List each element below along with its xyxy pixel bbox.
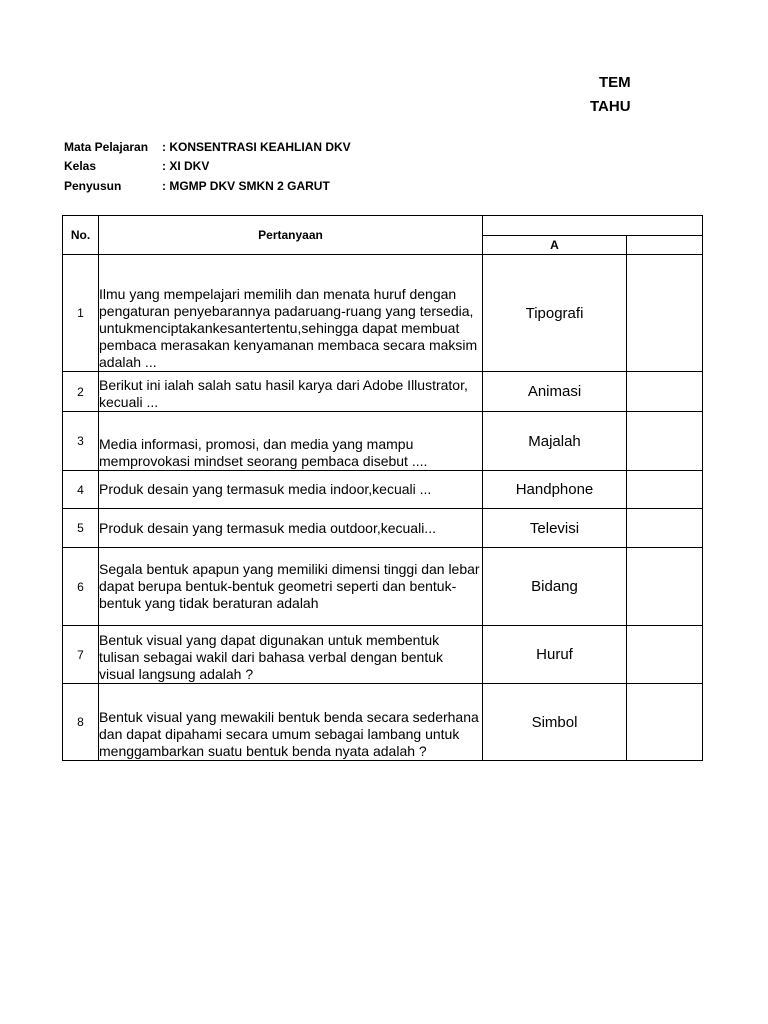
row-number: 7 xyxy=(63,626,99,684)
answer-b xyxy=(627,412,703,471)
answer-b xyxy=(627,548,703,626)
answer-a: Handphone xyxy=(483,471,627,509)
row-number: 8 xyxy=(63,684,99,761)
meta-subject-value: : KONSENTRASI KEAHLIAN DKV xyxy=(162,140,351,154)
meta-class-value: : XI DKV xyxy=(162,159,210,173)
question-text: Produk desain yang termasuk media outdoor,kecuali... xyxy=(99,509,483,548)
answer-a: Simbol xyxy=(483,684,627,761)
question-text: Bentuk visual yang dapat digunakan untuk membentuk tulisan sebagai wakil dari bahasa verbal dengan bentuk visual langsung adalah ? xyxy=(99,626,483,684)
question-text: Bentuk visual yang mewakili bentuk benda secara sederhana dan dapat dipahami secara umum sebagai lambang untuk menggambarkan suatu bentuk benda nyata adalah ? xyxy=(99,684,483,761)
question-text: Ilmu yang mempelajari memilih dan menata huruf dengan pengaturan penyebarannya padaruang-ruang yang tersedia, untukmenciptakankesantertentu,sehingga dapat membuat pembaca merasakan kenyamanan membaca secara maksim adalah ... xyxy=(99,255,483,372)
answer-a: Majalah xyxy=(483,412,627,471)
answer-b xyxy=(627,255,703,372)
question-table xyxy=(62,215,703,761)
answer-a: Animasi xyxy=(483,372,627,412)
table-row xyxy=(63,412,703,471)
row-number: 5 xyxy=(63,509,99,548)
document-title-line-2: TAHU xyxy=(590,98,631,115)
answer-b xyxy=(627,509,703,548)
column-header-option-a: A xyxy=(483,235,627,255)
question-text: Produk desain yang termasuk media indoor,kecuali ... xyxy=(99,471,483,509)
answer-a: Bidang xyxy=(483,548,627,626)
document-title-line-1: TEM xyxy=(599,74,631,91)
meta-subject-label: Mata Pelajaran xyxy=(64,140,149,154)
row-number: 2 xyxy=(63,372,99,412)
row-number: 4 xyxy=(63,471,99,509)
table-row xyxy=(63,684,703,761)
table-row xyxy=(63,255,703,372)
column-header-question: Pertanyaan xyxy=(99,216,483,255)
table-row xyxy=(63,372,703,412)
table-row xyxy=(63,626,703,684)
row-number: 3 xyxy=(63,412,99,471)
meta-author-value: : MGMP DKV SMKN 2 GARUT xyxy=(162,179,330,193)
answer-b xyxy=(627,626,703,684)
row-number: 6 xyxy=(63,548,99,626)
answer-b xyxy=(627,684,703,761)
column-header-option-b xyxy=(627,235,703,255)
question-text: Media informasi, promosi, dan media yang mampu memprovokasi mindset seorang pembaca disebut .... xyxy=(99,412,483,471)
answer-a: Huruf xyxy=(483,626,627,684)
meta-author xyxy=(64,179,330,193)
row-number: 1 xyxy=(63,255,99,372)
table-header-row xyxy=(63,216,703,236)
answer-b xyxy=(627,471,703,509)
meta-class xyxy=(64,159,210,173)
table-row xyxy=(63,548,703,626)
meta-subject xyxy=(64,140,351,154)
meta-class-label: Kelas xyxy=(64,159,97,173)
question-text: Segala bentuk apapun yang memiliki dimensi tinggi dan lebar dapat berupa bentuk-bentuk geometri seperti dan bentuk-bentuk yang tidak beraturan adalah xyxy=(99,548,483,626)
meta-author-label: Penyusun xyxy=(64,179,122,193)
table-row xyxy=(63,471,703,509)
question-text: Berikut ini ialah salah satu hasil karya dari Adobe Illustrator, kecuali ... xyxy=(99,372,483,412)
answer-b xyxy=(627,372,703,412)
column-header-no: No. xyxy=(63,216,99,255)
table-row xyxy=(63,509,703,548)
answer-a: Televisi xyxy=(483,509,627,548)
column-header-options-group xyxy=(483,216,703,236)
answer-a: Tipografi xyxy=(483,255,627,372)
